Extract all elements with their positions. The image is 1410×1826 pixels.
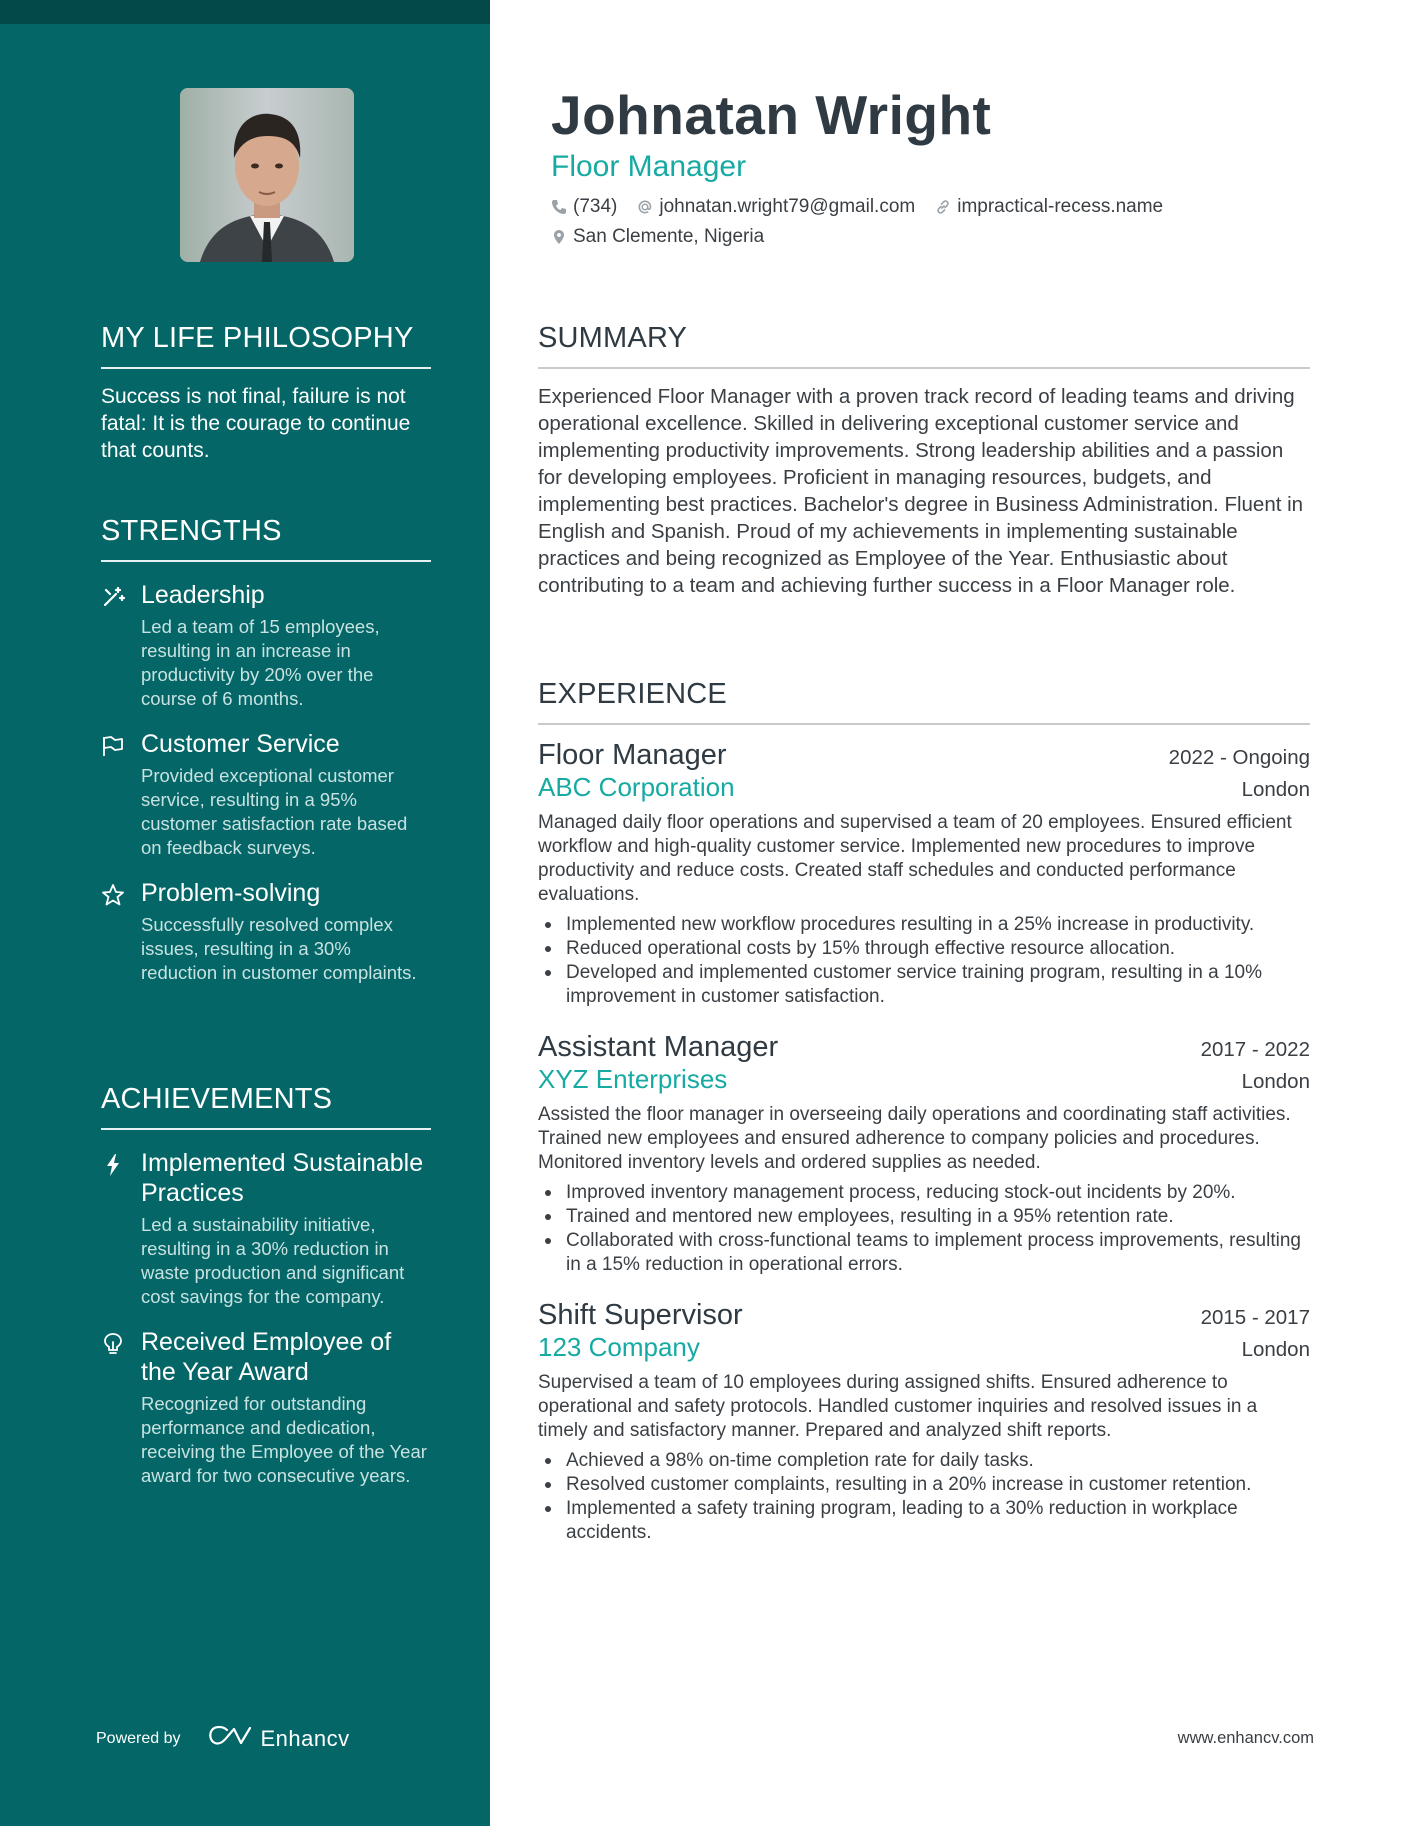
job-bullets [538, 913, 1310, 1009]
job-company: ABC Corporation [538, 772, 735, 802]
job-bullet: Achieved a 98% on-time completion rate for daily tasks. [538, 1449, 1310, 1473]
strengths-heading: STRENGTHS [101, 515, 431, 562]
job-entry [538, 1299, 1310, 1545]
job-role: Shift Supervisor [538, 1299, 743, 1331]
magic-wand-icon [101, 585, 125, 609]
strength-desc: Provided exceptional customer service, resulting in a 95% customer satisfaction rate based on feedback surveys. [141, 765, 408, 858]
lightbulb-icon [101, 1332, 125, 1356]
achievement-title: Received Employee of the Year Award [141, 1328, 392, 1386]
email-text: johnatan.wright79@gmail.com [659, 196, 916, 217]
footer-website-link[interactable]: www.enhancv.com [1177, 1729, 1314, 1747]
experience-heading: EXPERIENCE [538, 678, 1310, 725]
job-bullet: Reduced operational costs by 15% through effective resource allocation. [538, 937, 1310, 961]
location-contact [551, 226, 764, 248]
sidebar-top-bar [0, 0, 490, 24]
achievements-heading: ACHIEVEMENTS [101, 1083, 431, 1130]
powered-by-label: Powered by [96, 1729, 181, 1747]
flag-icon [101, 734, 125, 758]
achievement-desc: Led a sustainability initiative, resulting in a 30% reduction in waste production and significant cost savings for the company. [141, 1214, 405, 1307]
job-description: Supervised a team of 10 employees during assigned shifts. Ensured adherence to operational and safety protocols. Handled customer inquiries and resolved issues in a timely and satisfactory manner. Prepared and analyzed shift reports. [538, 1372, 1258, 1441]
job-role: Assistant Manager [538, 1031, 779, 1063]
job-bullets [538, 1449, 1310, 1545]
candidate-title: Floor Manager [551, 150, 747, 183]
job-dates: 2022 - Ongoing [1168, 746, 1310, 769]
job-entry [538, 1031, 1310, 1277]
job-bullet: Trained and mentored new employees, resulting in a 95% retention rate. [538, 1205, 1310, 1229]
strength-desc: Led a team of 15 employees, resulting in an increase in productivity by 20% over the course of 6 months. [141, 616, 380, 709]
job-dates: 2017 - 2022 [1200, 1038, 1310, 1061]
strength-desc: Successfully resolved complex issues, resulting in a 30% reduction in customer complaints. [141, 914, 417, 983]
enhancv-logo[interactable] [207, 1724, 350, 1753]
job-bullet: Implemented a safety training program, leading to a 30% reduction in workplace accidents. [538, 1497, 1310, 1545]
strength-title: Customer Service [141, 730, 340, 758]
achievement-desc: Recognized for outstanding performance and dedication, receiving the Employee of the Year award for two consecutive years. [141, 1393, 427, 1486]
resume-header [551, 82, 1311, 248]
job-dates: 2015 - 2017 [1200, 1306, 1310, 1329]
strength-title: Leadership [141, 581, 265, 609]
job-entry [538, 739, 1310, 1009]
job-bullet: Implemented new workflow procedures resulting in a 25% increase in productivity. [538, 913, 1310, 937]
candidate-name: Johnatan Wright [551, 84, 992, 146]
summary-text: Experienced Floor Manager with a proven track record of leading teams and driving operational excellence. Skilled in delivering exceptional customer service and implementing productivity improvements. Strong leadership abilities and a passion for developing employees. Proficient in managing resources, budgets, and implementing best practices. Bachelor's degree in Business Administration. Fluent in English and Spanish. Proud of my achievements in implementing sustainable practices and being recognized as Employee of the Year. Enthusiastic about contributing to a team and achieving further success in a Floor Manager role. [538, 385, 1304, 597]
phone-icon [551, 199, 567, 215]
job-company: 123 Company [538, 1332, 700, 1362]
philosophy-section [101, 322, 431, 464]
job-company: XYZ Enterprises [538, 1064, 728, 1094]
achievement-item [101, 1327, 431, 1488]
email-contact[interactable] [637, 196, 915, 218]
job-bullet: Resolved customer complaints, resulting in a 20% increase in customer retention. [538, 1473, 1310, 1497]
enhancv-brand-name: Enhancv [260, 1725, 350, 1751]
experience-section [538, 678, 1310, 1545]
strength-item [101, 580, 431, 711]
job-location: London [1241, 1338, 1310, 1361]
strength-item [101, 878, 431, 985]
philosophy-heading: MY LIFE PHILOSOPHY [101, 322, 431, 369]
achievement-title: Implemented Sustainable Practices [141, 1149, 424, 1207]
strength-title: Problem-solving [141, 879, 321, 907]
website-text: impractical-recess.name [957, 196, 1164, 217]
phone-contact[interactable] [551, 196, 617, 218]
job-role: Floor Manager [538, 739, 727, 771]
job-location: London [1241, 1070, 1310, 1093]
job-description: Managed daily floor operations and supervised a team of 20 employees. Ensured efficient workflow and high-quality customer service. Implemented new procedures to improve productivity and reduce costs. Created staff schedules and conducted performance evaluations. [538, 812, 1292, 905]
contact-row [551, 226, 1311, 248]
phone-text: (734) [573, 196, 618, 217]
job-description: Assisted the floor manager in overseeing daily operations and coordinating staff activities. Trained new employees and ensured adherence to company policies and procedures. Monitored inventory levels and ordered supplies as needed. [538, 1104, 1291, 1173]
job-bullets [538, 1181, 1310, 1277]
website-contact[interactable] [935, 196, 1163, 218]
profile-photo [180, 88, 354, 262]
philosophy-text: Success is not final, failure is not fatal: It is the courage to continue that counts. [101, 385, 411, 462]
location-text: San Clemente, Nigeria [573, 226, 765, 247]
sidebar [0, 0, 490, 1826]
strengths-section [101, 515, 431, 985]
star-icon [101, 883, 125, 907]
enhancv-logo-icon [207, 1724, 253, 1753]
strength-item [101, 729, 431, 860]
summary-section [538, 322, 1310, 599]
contact-row [551, 196, 1311, 218]
job-bullet: Improved inventory management process, reducing stock-out incidents by 20%. [538, 1181, 1310, 1205]
summary-heading: SUMMARY [538, 322, 1310, 369]
job-location: London [1241, 778, 1310, 801]
powered-by [96, 1724, 350, 1753]
achievements-section [101, 1083, 431, 1488]
location-pin-icon [551, 229, 567, 245]
at-icon [637, 199, 653, 215]
lightning-icon [101, 1153, 125, 1177]
achievement-item [101, 1148, 431, 1309]
job-bullet: Collaborated with cross-functional teams to implement process improvements, resulting in a 15% reduction in operational errors. [538, 1229, 1310, 1277]
job-bullet: Developed and implemented customer service training program, resulting in a 10% improvement in customer satisfaction. [538, 961, 1310, 1009]
link-icon [935, 199, 951, 215]
